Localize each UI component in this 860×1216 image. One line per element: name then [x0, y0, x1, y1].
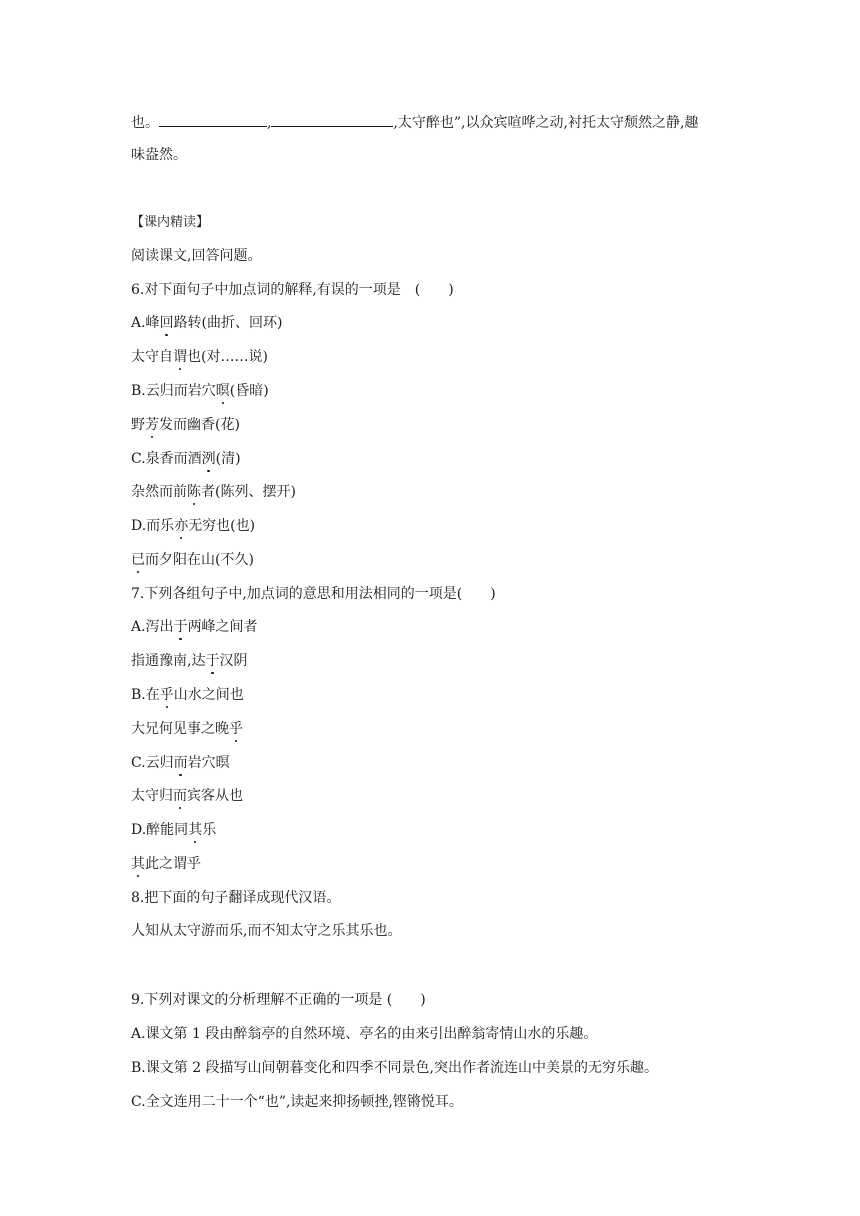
emphasis-dot-char: 陈	[187, 484, 201, 500]
question-9-stem: 9.下列对课文的分析理解不正确的一项是 ( )	[131, 992, 426, 1008]
instruction: 阅读课文,回答问题。	[131, 248, 262, 264]
emphasis-dot-char: 暝	[215, 383, 230, 399]
q6-option-b-line1: B.云归而岩穴暝(昏暗)	[131, 383, 269, 399]
q7-option-c-line1: C.云归而岩穴暝	[131, 755, 230, 771]
question-8-stem: 8.把下面的句子翻译成现代汉语。	[131, 890, 341, 906]
question-7-stem: 7.下列各组句子中,加点词的意思和用法相同的一项是( )	[131, 586, 496, 602]
q9-option-a: A.课文第 1 段由醉翁亭的自然环境、亭名的由来引出醉翁寄情山水的乐趣。	[131, 1026, 598, 1042]
q7-option-b-line1: B.在乎山水之间也	[131, 687, 244, 703]
q6-option-c-line1: C.泉香而酒洌(清)	[131, 451, 241, 467]
q7-option-d-line1: D.醉能同其乐	[131, 822, 217, 838]
section-heading: 【课内精读】	[131, 215, 210, 230]
emphasis-dot-char: 于	[205, 653, 220, 669]
emphasis-dot-char: 而	[173, 755, 188, 771]
q6-option-d-line1: D.而乐亦无穷也(也)	[131, 518, 256, 534]
q8-sentence: 人知从太守游而乐,而不知太守之乐其乐也。	[131, 923, 402, 939]
text-segment: 也。	[131, 115, 159, 131]
fill-in-line	[131, 112, 698, 133]
q7-option-a-line2: 指通豫南,达于汉阴	[131, 653, 248, 669]
q6-option-b-line2: 野芳发而幽香(花)	[131, 417, 240, 433]
q9-option-c: C.全文连用二十一个“也”,读起来抑扬顿挫,铿锵悦耳。	[131, 1094, 463, 1110]
emphasis-dot-char: 乎	[229, 721, 243, 737]
question-6-stem: 6.对下面句子中加点词的解释,有误的一项是 ( )	[131, 282, 454, 298]
answer-blank-1[interactable]	[159, 112, 267, 127]
emphasis-dot-char: 芳	[145, 417, 159, 433]
q6-option-a-line1: A.峰回路转(曲折、回环)	[131, 315, 283, 331]
emphasis-dot-char: 其	[188, 822, 203, 838]
emphasis-dot-char: 于	[173, 619, 188, 635]
emphasis-dot-char: 亦	[174, 518, 189, 534]
q6-option-a-line2: 太守自谓也(对……说)	[131, 349, 268, 365]
q6-option-c-line2: 杂然而前陈者(陈列、摆开)	[131, 484, 296, 500]
q9-option-b: B.课文第 2 段描写山间朝暮变化和四季不同景色,突出作者流连山中美景的无穷乐趣。	[131, 1060, 658, 1076]
emphasis-dot-char: 已	[131, 552, 145, 568]
q7-option-b-line2: 大兄何见事之晚乎	[131, 721, 243, 737]
text-segment: ,太守醉也”,以众宾喧哗之动,衬托太守颓然之静,趣	[393, 115, 699, 131]
q7-option-d-line2: 其此之谓乎	[131, 856, 201, 872]
q6-option-d-line2: 已而夕阳在山(不久)	[131, 552, 254, 568]
emphasis-dot-char: 谓	[173, 349, 187, 365]
emphasis-dot-char: 回	[159, 315, 174, 331]
emphasis-dot-char: 而	[173, 788, 187, 804]
emphasis-dot-char: 其	[131, 856, 145, 872]
emphasis-dot-char: 乎	[159, 687, 174, 703]
text-segment: ,	[267, 115, 272, 131]
q7-option-a-line1: A.泻出于两峰之间者	[131, 619, 258, 635]
q7-option-c-line2: 太守归而宾客从也	[131, 788, 243, 804]
text-line: 味盎然。	[131, 147, 187, 163]
emphasis-dot-char: 洌	[201, 451, 216, 467]
answer-blank-2[interactable]	[271, 112, 393, 127]
